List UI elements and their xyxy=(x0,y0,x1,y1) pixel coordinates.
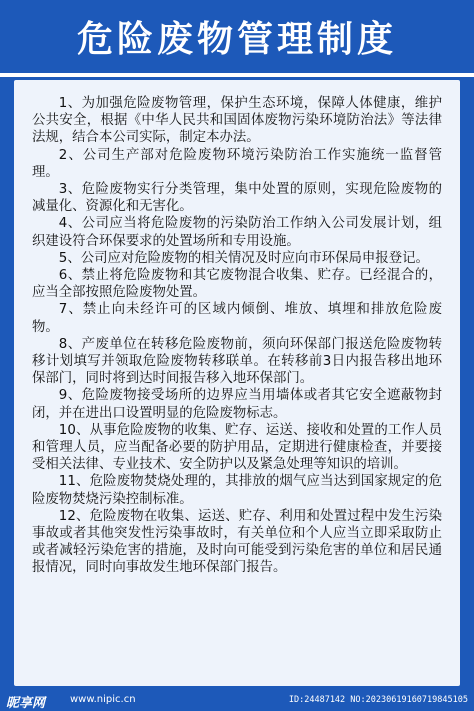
clause-8: 8、产废单位在转移危险废物前，须向环保部门报送危险废物转移计划填写并领取危险废物转移联单。在转移前3日内报告移出地环保部门，同时将到达时间报告移入地环保部门。 xyxy=(32,336,442,387)
regulation-body xyxy=(32,95,442,577)
clause-9: 9、危险废物接受场所的边界应当用墙体或者其它安全遮蔽物封闭，并在进出口设置明显的危险废物标志。 xyxy=(32,388,442,421)
clause-4: 4、公司应当将危险废物的污染防治工作纳入公司发展计划，组织建设符合环保要求的处置场所和专用设施。 xyxy=(32,216,442,249)
clause-12: 12、危险废物在收集、运送、贮存、利用和处置过程中发生污染事故或者其他突发性污染事故时，有关单位和个人应当立即采取防止或者减轻污染危害的措施，及时向可能受到污染危害的单位和居民通报情况，同时向事故发生地环保部门报告。 xyxy=(32,508,442,576)
page-title: 危险废物管理制度 xyxy=(76,19,397,60)
site-url: www.nipic.cn xyxy=(70,694,136,705)
image-id: ID:24487142 NO:20230619160719845105 xyxy=(288,695,468,705)
watermark-footer xyxy=(0,690,474,710)
clause-7: 7、禁止向未经许可的区域内倾倒、堆放、填埋和排放危险废物。 xyxy=(32,302,442,335)
clause-2: 2、公司生产部对危险废物环境污染防治工作实施统一监督管理。 xyxy=(32,147,442,180)
clause-5: 5、公司应对危险废物的相关情况及时应向市环保局申报登记。 xyxy=(58,250,429,266)
clause-10: 10、从事危险废物的收集、贮存、运送、接收和处置的工作人员和管理人员，应当配备必要的防护用品，定期进行健康检查，并要接受相关法律、专业技术、安全防护以及紧急处理等知识的培训。 xyxy=(32,422,442,473)
clause-1: 1、为加强危险废物管理，保护生态环境，保障人体健康，维护公共安全，根据《中华人民共和国固体废物污染环境防治法》等法律法规，结合本公司实际，制定本办法。 xyxy=(32,96,442,146)
clause-6: 6、禁止将危险废物和其它废物混合收集、贮存。已经混合的，应当全部按照危险废物处置。 xyxy=(32,268,442,301)
title-divider xyxy=(0,73,474,77)
title-band xyxy=(0,0,474,73)
clause-11: 11、危险废物焚烧处理的，其排放的烟气应当达到国家规定的危险废物焚烧污染控制标准。 xyxy=(32,474,442,507)
clause-3: 3、危险废物实行分类管理，集中处置的原则，实现危险废物的减量化、资源化和无害化。 xyxy=(32,182,442,215)
site-logo: 昵享网 xyxy=(6,696,46,711)
